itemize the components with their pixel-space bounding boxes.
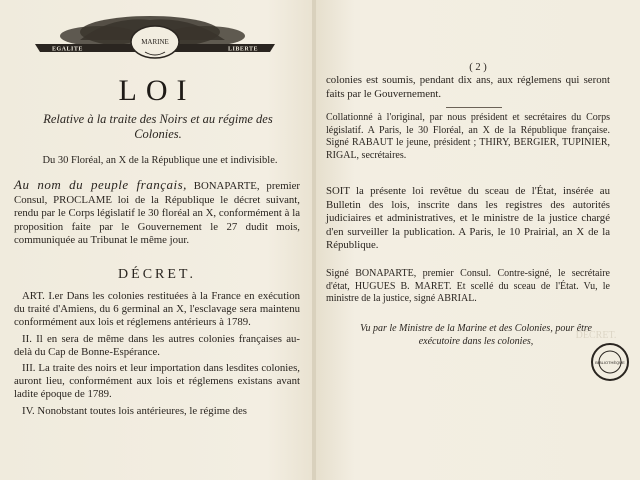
seal-center-label: MARINE	[141, 38, 169, 46]
article-3: III. La traite des noirs et leur importation dans lesdites colonies, auront lieu, conformément aux lois et réglemens existans avant ladite époque de 1789.	[14, 362, 300, 401]
signatures-text: Signé BONAPARTE, premier Consul. Contre-signé, le secrétaire d'état, HUGUES B. MARET. Et scellé du sceau de l'État. Vu, le ministre de la justice, signé ABRIAL.	[326, 268, 610, 304]
divider-rule	[446, 107, 502, 108]
show-through-heading: DÉCRET.	[575, 330, 617, 341]
continuation-text: colonies est soumis, pendant dix ans, aux réglemens qui seront faits par le Gouvernement.	[326, 74, 610, 100]
ministry-endorsement: Vu par le Ministre de la Marine et des Colonies, pour être exécutoire dans les colonies,	[360, 323, 592, 347]
article-2: II. Il en sera de même dans les autres colonies françaises au-delà du Cap de Bonne-Espérance.	[14, 332, 300, 358]
marine-seal-vignette	[30, 12, 280, 64]
law-dateline: Du 30 Floréal, an X de la République une et indivisible.	[42, 155, 278, 166]
law-subtitle: Relative à la traite des Noirs et au régime des Colonies.	[43, 112, 273, 141]
preamble	[14, 178, 300, 248]
collation-text: Collationné à l'original, par nous président et secrétaires du Corps législatif. A Paris, le 30 Floréal, an X de la République française. Signé RABAUT le jeune, président ; THIRY, BERGIER, TUPINIER, RIGAL, secrétaires.	[326, 112, 610, 161]
preamble-lead: Au nom du peuple français,	[14, 177, 187, 192]
article-1: ART. I.er Dans les colonies restituées à la France en exécution du traité d'Amiens, du 6 germinal an X, l'esclavage sera maintenu conformément aux lois et réglemens antérieurs à 1789.	[14, 290, 300, 329]
law-title: LOI	[118, 74, 196, 107]
seal-banner-right: LIBERTE	[228, 46, 258, 53]
article-4: IV. Nonobstant toutes lois antérieures, le régime des	[22, 404, 247, 417]
left-page	[0, 0, 314, 480]
right-page	[316, 0, 640, 480]
promulgation-text: SOIT la présente loi revêtue du sceau de l'État, insérée au Bulletin des lois, inscrite dans les registres des autorités judiciaires et administratives, et le ministre de la justice chargé d'en surveiller la publication. A Paris, le 10 Prairial, an X de la République.	[326, 185, 610, 251]
articles-list	[14, 290, 300, 421]
library-stamp	[590, 342, 630, 382]
decret-heading: DÉCRET.	[118, 267, 196, 282]
preamble-text: BONAPARTE, premier Consul, PROCLAME loi de la République le décret suivant, rendu par le Corps législatif le 30 floréal an X, conformément à la proposition faite par le Gouvernement le 27 dudit mois, communiquée au Tribunat le même jour.	[14, 180, 301, 246]
page-number: ( 2 )	[469, 62, 487, 73]
seal-banner-left: EGALITE	[52, 46, 83, 53]
stamp-label: BIBLIOTHÈQUE	[595, 360, 625, 365]
